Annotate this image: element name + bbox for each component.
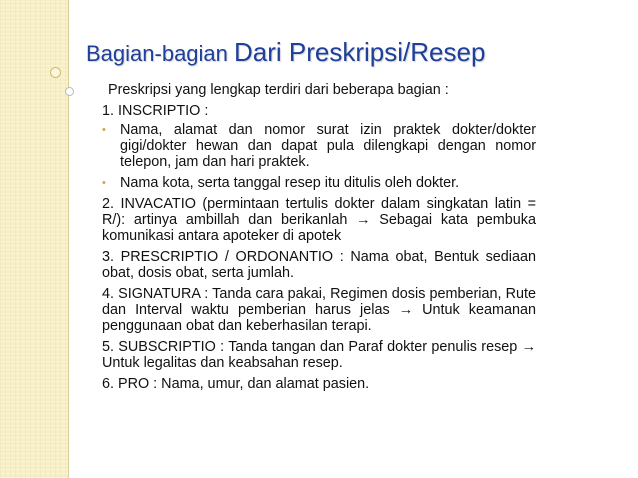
sidebar-divider [68,0,69,478]
section-signatura: 4. SIGNATURA : Tanda cara pakai, Regimen dosis pemberian, Rute dan Interval waktu pemberian harus jelas → Untuk keamanan penggunaan obat dan keberhasilan terapi. [102,286,536,334]
bullet-text: Nama kota, serta tanggal resep itu ditulis oleh dokter. [120,175,460,191]
slide-body [102,82,536,397]
bullet-item [102,122,536,170]
section-subscriptio: 5. SUBSCRIPTIO : Tanda tangan dan Paraf dokter penulis resep → Untuk legalitas dan keabsahan resep. [102,339,536,371]
section-prescriptio: 3. PRESCRIPTIO / ORDONANTIO : Nama obat, Bentuk sediaan obat, dosis obat, serta jumlah. [102,249,536,281]
section-invacatio: 2. INVACATIO (permintaan tertulis dokter dalam singkatan latin = R/): artinya ambillah dan berikanlah → Sebagai kata pembuka komunikasi antara apoteker di apotek [102,196,536,244]
decorative-circle-large [50,67,61,78]
slide-title-part1: Bagian-bagian [86,41,235,66]
bullet-text: Nama, alamat dan nomor surat izin praktek dokter/dokter gigi/dokter hewan dan dapat pula dilengkapi dengan nomor telepon, jam dan hari praktek. [120,122,536,170]
slide-title-part2: Dari Preskripsi/Resep [234,37,486,67]
bullet-item [102,175,536,191]
bullet-icon: • [102,124,106,136]
bullet-icon: • [102,177,106,189]
intro-text: Preskripsi yang lengkap terdiri dari beberapa bagian : [108,82,449,98]
decorative-circle-small [65,87,74,96]
inscriptio-heading: 1. INSCRIPTIO : [102,103,209,119]
section-pro: 6. PRO : Nama, umur, dan alamat pasien. [102,376,370,392]
slide-title [86,32,485,69]
